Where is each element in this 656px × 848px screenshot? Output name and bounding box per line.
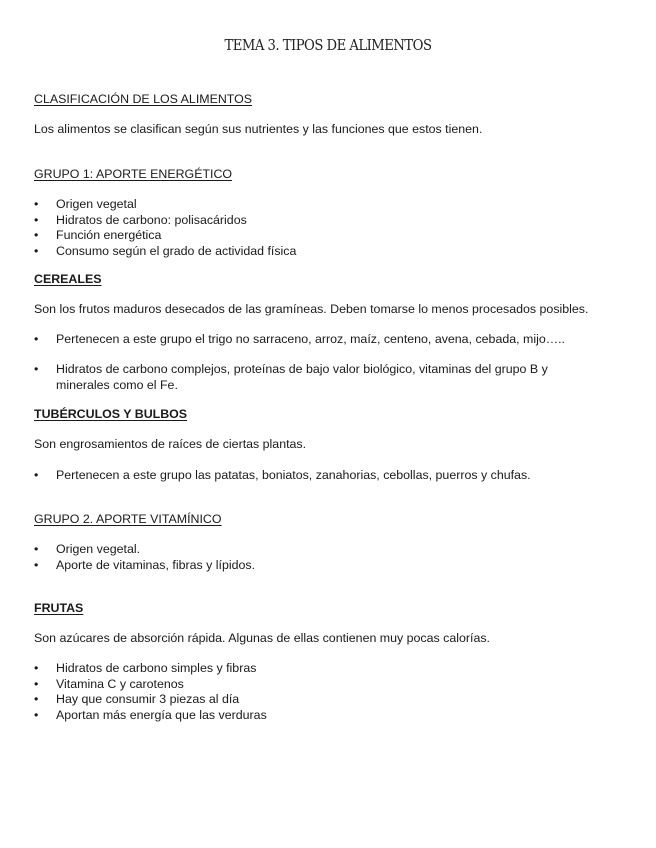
section-heading-cereales: CEREALES	[34, 272, 102, 286]
page-title: TEMA 3. TIPOS DE ALIMENTOS	[224, 36, 432, 54]
section-heading-grupo1: GRUPO 1: APORTE ENERGÉTICO	[34, 167, 233, 181]
list-item: • Hidratos de carbono simples y fibras	[34, 661, 257, 675]
list-item: • Origen vegetal	[34, 197, 137, 211]
paragraph-frutas: Son azúcares de absorción rápida. Algunas de ellas contienen muy pocas calorías.	[34, 631, 490, 645]
bullet-icon: •	[34, 542, 39, 556]
paragraph-clasificacion: Los alimentos se clasifican según sus nutrientes y las funciones que estos tienen.	[34, 122, 483, 136]
bullet-list-cereales-1	[34, 332, 565, 348]
paragraph-tuberculos: Son engrosamientos de raíces de ciertas plantas.	[34, 437, 307, 451]
bullet-icon: •	[34, 707, 39, 722]
list-item: • Vitamina C y carotenos	[34, 676, 184, 691]
list-item: • Hay que consumir 3 piezas al día	[34, 692, 240, 706]
list-item: • Pertenecen a este grupo las patatas, boniatos, zanahorias, cebollas, puerros y chufas.	[34, 468, 531, 482]
paragraph-cereales: Son los frutos maduros desecados de las gramíneas. Deben tomarse lo menos procesados posibles.	[34, 302, 589, 316]
bullet-icon: •	[34, 661, 39, 675]
list-item: • Aporte de vitaminas, fibras y lípidos.	[34, 557, 256, 572]
bullet-icon: •	[34, 557, 39, 572]
bullet-list-cereales-2	[34, 362, 601, 393]
section-heading-frutas: FRUTAS	[34, 601, 84, 615]
list-item: • Hidratos de carbono complejos, proteínas de bajo valor biológico, vitaminas del grupo B y minerales como el Fe.	[34, 362, 548, 392]
list-item: • Aportan más energía que las verduras	[34, 707, 267, 722]
bullet-list-grupo2	[34, 542, 255, 573]
bullet-icon: •	[34, 197, 39, 211]
bullet-list-frutas	[34, 661, 267, 723]
list-item: • Consumo según el grado de actividad física	[34, 243, 297, 258]
list-item: • Origen vegetal.	[34, 542, 141, 556]
list-item: • Hidratos de carbono: polisacáridos	[34, 212, 247, 227]
bullet-icon: •	[34, 676, 39, 691]
list-item: • Función energética	[34, 228, 162, 242]
section-heading-grupo2: GRUPO 2. APORTE VITAMÍNICO	[34, 512, 222, 526]
bullet-icon: •	[34, 228, 39, 242]
bullet-list-tuberculos	[34, 468, 531, 484]
bullet-icon: •	[34, 692, 39, 706]
bullet-icon: •	[34, 362, 39, 376]
bullet-icon: •	[34, 468, 39, 482]
bullet-icon: •	[34, 212, 39, 227]
bullet-icon: •	[34, 243, 39, 258]
list-item: • Pertenecen a este grupo el trigo no sarraceno, arroz, maíz, centeno, avena, cebada, mijo…..	[34, 332, 565, 346]
section-heading-tuberculos: TUBÉRCULOS Y BULBOS	[34, 407, 188, 421]
section-heading-clasificacion: CLASIFICACIÓN DE LOS ALIMENTOS	[34, 92, 253, 106]
bullet-icon: •	[34, 332, 39, 346]
bullet-list-grupo1	[34, 197, 296, 259]
